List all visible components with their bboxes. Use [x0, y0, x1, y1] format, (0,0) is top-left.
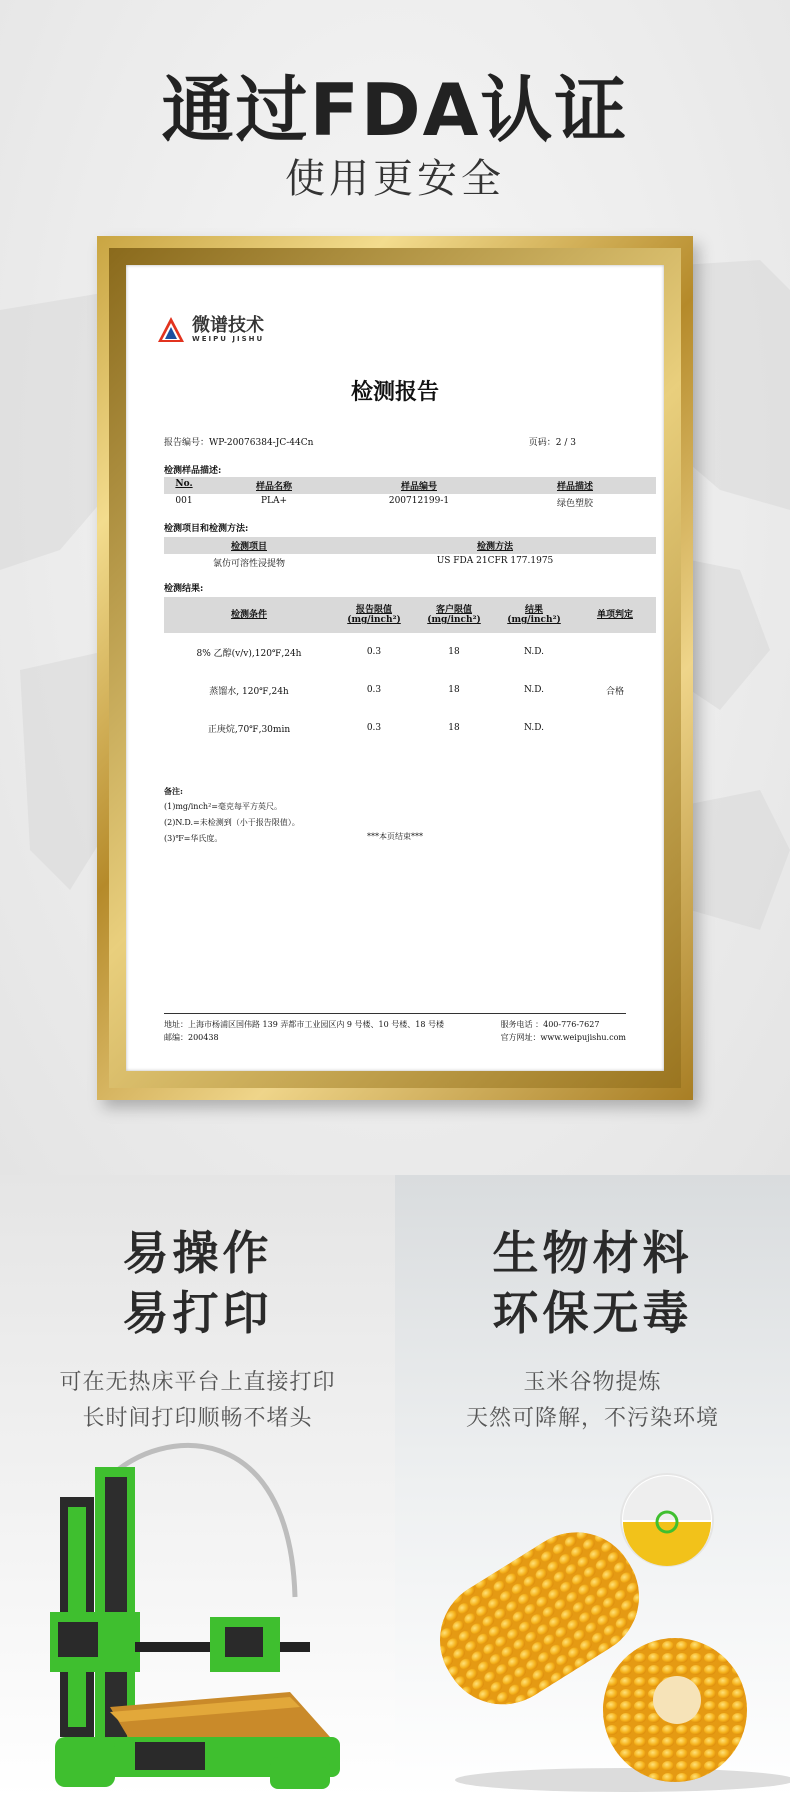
weipu-logo-icon: [156, 315, 186, 345]
table-row: 8% 乙醇(v/v),120℉,24h 0.3 18 N.D.: [196, 647, 544, 659]
logo-chinese-text: 微谱技术: [192, 315, 264, 336]
sample-table: [164, 477, 656, 511]
page-end-marker: ***本页结束***: [367, 832, 423, 841]
table-row: 蒸馏水, 120℉,24h 0.3 18 N.D. 合格: [209, 685, 624, 697]
report-number: 报告编号：WP-20076384-JC-44Cn: [164, 438, 314, 448]
panel-description: 长时间打印顺畅不堵头: [82, 1406, 313, 1431]
notes: 备注: (1)mg/inch²=毫克每平方英尺。 (2)N.D.=未检测到（小于报告限值）。 (3)℉=华氏度。: [164, 786, 300, 843]
table-row: 001 PLA+ 200712199-1 绿色塑胶: [175, 496, 593, 509]
footer-phone: 服务电话 ：400-776-7627: [500, 1020, 600, 1029]
footer-postcode: 邮编：200438: [164, 1033, 219, 1042]
panel-description: 可在无热床平台上直接打印: [59, 1370, 336, 1395]
table-header: No. 样品名称 样品编号 样品描述: [164, 477, 656, 494]
footer-website: 官方网址：www.weipujishu.com: [500, 1033, 626, 1042]
panel-headline: 易打印: [122, 1286, 273, 1340]
report-title: 检测报告: [350, 380, 439, 405]
easy-print-panel: [0, 1175, 395, 1798]
table-row: 氯仿可溶性浸提物 US FDA 21CFR 177.1975: [212, 556, 554, 569]
certificate-document: [126, 265, 664, 1071]
table-header: 检测项目 检测方法: [164, 537, 656, 554]
panel-headline: 生物材料: [492, 1226, 693, 1280]
page-subtitle: 使用更安全: [285, 156, 505, 202]
corn-image: [395, 1460, 790, 1798]
panel-headline: 环保无毒: [492, 1286, 693, 1340]
result-table: [164, 597, 656, 747]
table-row: 正庚烷,70℉,30min 0.3 18 N.D.: [207, 723, 544, 735]
gold-frame: [97, 236, 693, 1100]
company-logo: [156, 315, 264, 345]
table-header: 检测条件 报告限值 (mg/inch²) 客户限值 (mg/inch²) 结果 (mg/inch²) 单项判定: [164, 597, 656, 633]
report-meta: [164, 435, 626, 448]
panel-headline: 易操作: [122, 1226, 273, 1280]
panel-description: 天然可降解，不污染环境: [465, 1406, 719, 1431]
method-table: [164, 537, 656, 571]
bio-material-panel: [395, 1175, 790, 1798]
page-title: 通过FDA认证: [161, 68, 629, 152]
logo-english-text: WEIPU JISHU: [192, 335, 265, 343]
page-number: 页码：2 / 3: [528, 438, 576, 448]
document-footer: [164, 1013, 626, 1044]
method-section-title: 检测项目和检测方法:: [164, 524, 249, 534]
3d-printer-image: [40, 1437, 360, 1792]
sample-section-title: 检测样品描述:: [164, 466, 222, 476]
result-section-title: 检测结果:: [164, 584, 204, 594]
footer-address: 地址：上海市杨浦区国伟路 139 弄都市工业园区内 9 号楼、10 号楼、18 号楼: [164, 1020, 444, 1029]
panel-description: 玉米谷物提炼: [523, 1370, 662, 1395]
